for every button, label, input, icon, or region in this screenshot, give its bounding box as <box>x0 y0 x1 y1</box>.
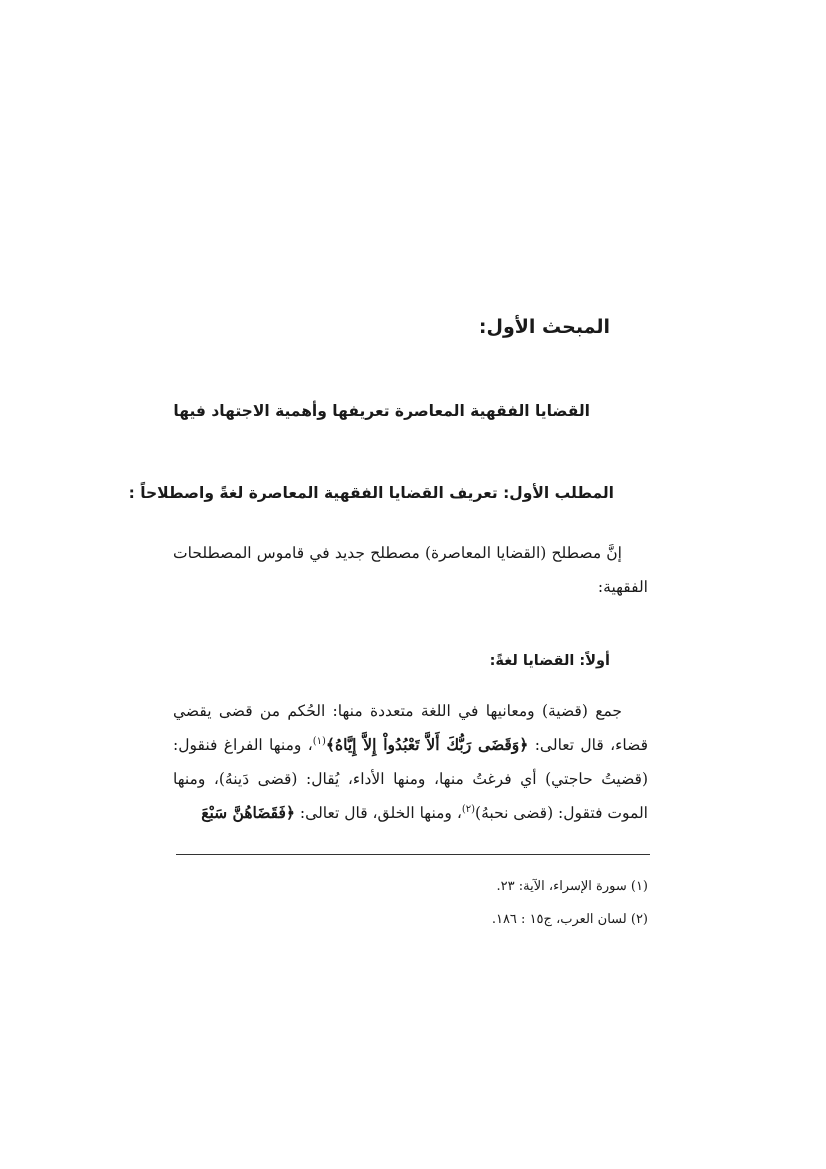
body-paragraph <box>173 694 648 830</box>
body-text-part1: جمع (قضية) ومعانيها في اللغة متعددة منها: الحُكم من قضى يقضي قضاء، قال تعالى: <box>173 702 649 754</box>
intro-paragraph: إنَّ مصطلح (القضايا المعاصرة) مصطلح جديد في قاموس المصطلحات الفقهية: <box>173 544 648 596</box>
quran-verse-2: ﴿فَقَضَاهُنَّ سَبْعَ <box>201 803 295 822</box>
chapter-title: المبحث الأول: <box>478 316 610 338</box>
subsection-heading: أولاً: القضايا لغةً: <box>489 653 610 669</box>
footnotes <box>492 870 648 936</box>
footnote-2: (٢) لسان العرب، ج١٥ : ١٨٦. <box>491 912 648 927</box>
footnote-ref-1[interactable]: (١) <box>312 735 326 747</box>
quran-verse-1: ﴿وَقَضَى رَبُّكَ أَلاَّ تَعْبُدُواْ إِلاَّ إِيَّاهُ﴾ <box>325 735 529 754</box>
chapter-subtitle: القضايا الفقهية المعاصرة تعريفها وأهمية الاجتهاد فيها <box>173 402 590 420</box>
body-text-part2: ، ومنها الفراغ فنقول: (قضيتُ حاجتي) أي فرغتُ منها، ومنها الأداء، يُقال: (قضى دَينهُ)، ومنها الموت فتقول: (قضى نحبهُ) <box>173 736 648 822</box>
footnote-ref-2[interactable]: (٢) <box>461 803 476 815</box>
footnote-1: (١) سورة الإسراء، الآية: ٢٣. <box>496 879 648 894</box>
section-title: المطلب الأول: تعريف القضايا الفقهية المعاصرة لغةً واصطلاحاً : <box>128 484 614 502</box>
body-text-part3: ، ومنها الخلق، قال تعالى: <box>295 804 462 822</box>
footnote-separator <box>176 854 650 855</box>
